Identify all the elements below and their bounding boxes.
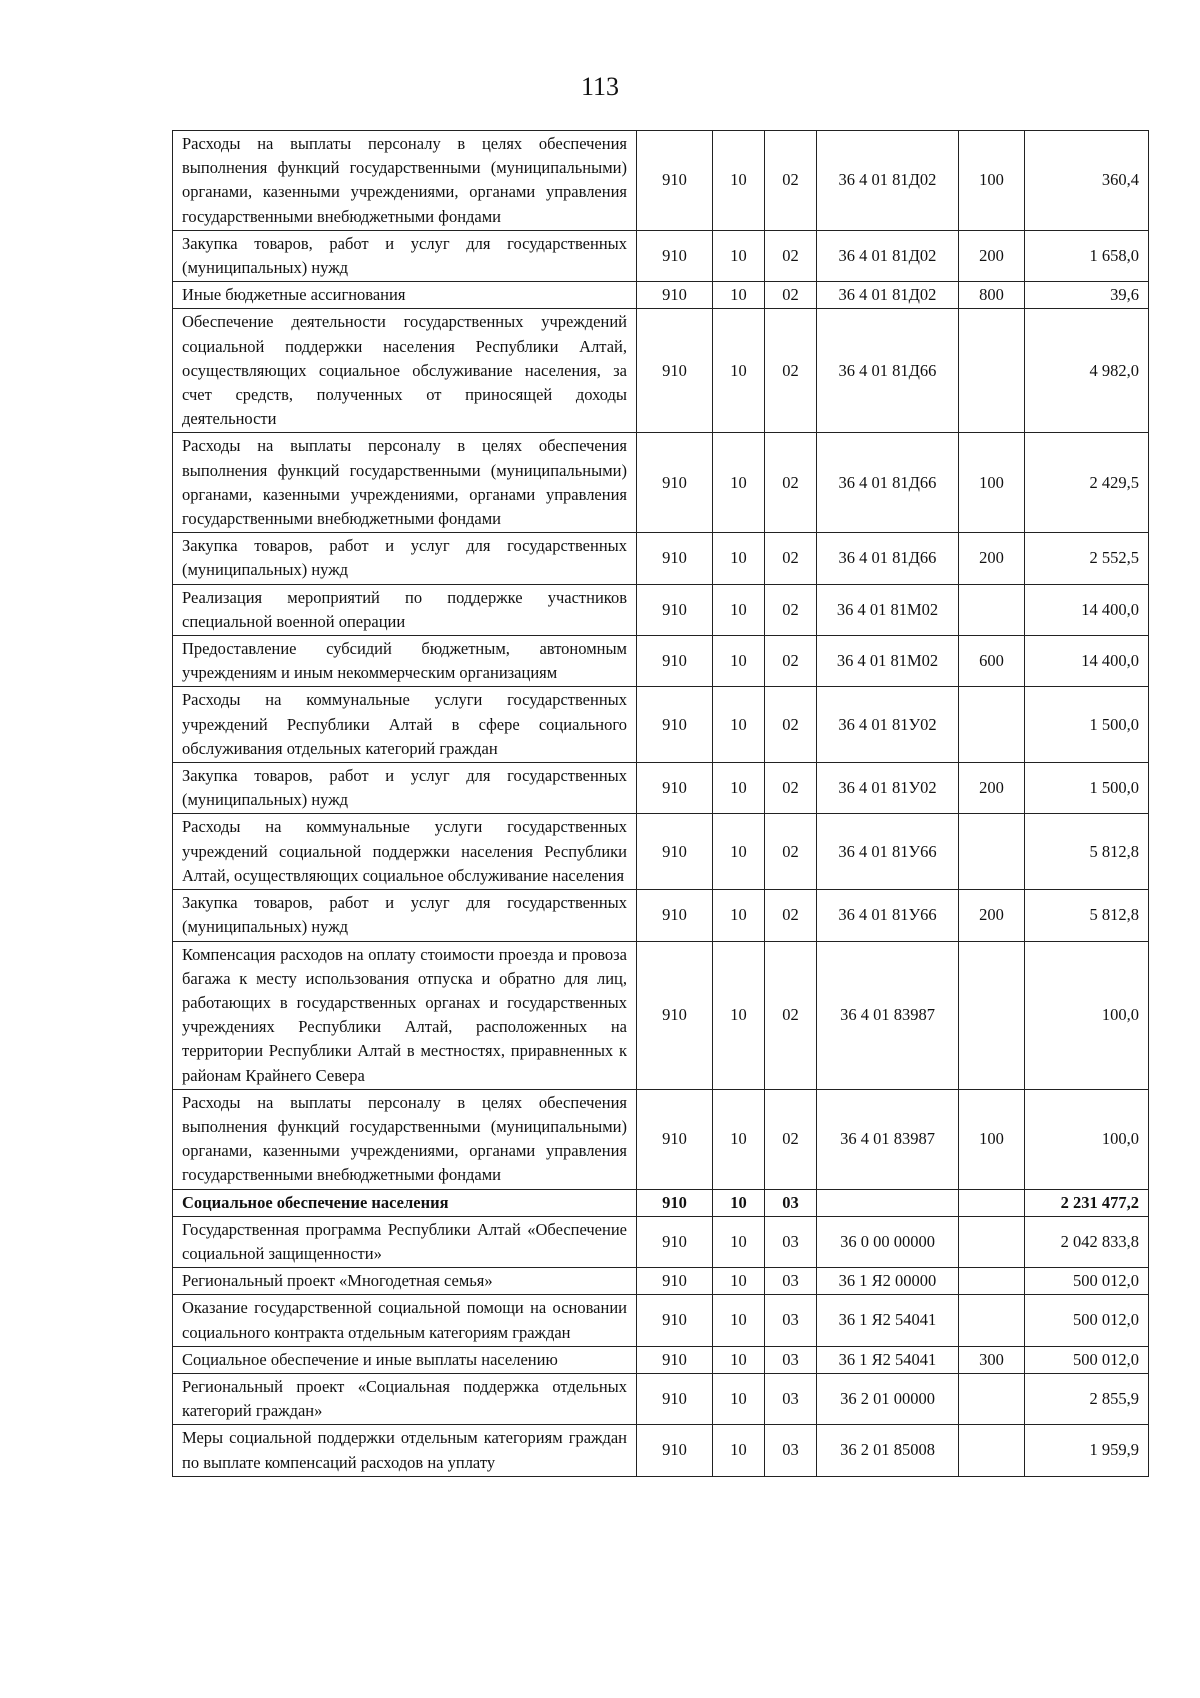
row-subsection-code: 03 [765, 1373, 817, 1424]
table-row [173, 1373, 1149, 1424]
row-administrator-code: 910 [637, 1295, 713, 1346]
table-row [173, 1425, 1149, 1476]
row-administrator-code: 910 [637, 282, 713, 309]
row-amount: 1 500,0 [1025, 687, 1149, 763]
row-subsection-code: 02 [765, 814, 817, 890]
row-expense-type [959, 1425, 1025, 1476]
row-administrator-code: 910 [637, 763, 713, 814]
row-subsection-code: 02 [765, 309, 817, 433]
row-expense-type: 200 [959, 533, 1025, 584]
row-section-code: 10 [713, 814, 765, 890]
row-administrator-code: 910 [637, 433, 713, 533]
row-administrator-code: 910 [637, 941, 713, 1089]
row-administrator-code: 910 [637, 890, 713, 941]
row-target-article: 36 4 01 81У02 [817, 687, 959, 763]
row-amount: 2 042 833,8 [1025, 1216, 1149, 1267]
row-description: Оказание государственной социальной помощи на основании социального контракта отдельным категориям граждан [173, 1295, 637, 1346]
row-description: Социальное обеспечение населения [173, 1189, 637, 1216]
row-amount: 5 812,8 [1025, 890, 1149, 941]
row-amount: 5 812,8 [1025, 814, 1149, 890]
row-administrator-code: 910 [637, 584, 713, 635]
row-target-article: 36 4 01 81Д66 [817, 533, 959, 584]
table-row [173, 1346, 1149, 1373]
row-subsection-code: 03 [765, 1189, 817, 1216]
row-subsection-code: 02 [765, 533, 817, 584]
row-description: Социальное обеспечение и иные выплаты населению [173, 1346, 637, 1373]
row-expense-type: 100 [959, 131, 1025, 231]
row-target-article [817, 1189, 959, 1216]
table-row [173, 433, 1149, 533]
table-row [173, 282, 1149, 309]
row-expense-type [959, 1373, 1025, 1424]
row-description: Расходы на коммунальные услуги государственных учреждений Республики Алтай в сфере социального обслуживания отдельных категорий граждан [173, 687, 637, 763]
row-amount: 360,4 [1025, 131, 1149, 231]
row-section-code: 10 [713, 433, 765, 533]
row-description: Региональный проект «Многодетная семья» [173, 1268, 637, 1295]
row-expense-type: 200 [959, 890, 1025, 941]
row-target-article: 36 4 01 81Д02 [817, 230, 959, 281]
row-expense-type [959, 1295, 1025, 1346]
row-expense-type: 100 [959, 433, 1025, 533]
row-subsection-code: 03 [765, 1216, 817, 1267]
row-amount: 14 400,0 [1025, 584, 1149, 635]
row-administrator-code: 910 [637, 814, 713, 890]
row-description: Закупка товаров, работ и услуг для государственных (муниципальных) нужд [173, 890, 637, 941]
table-row [173, 636, 1149, 687]
row-target-article: 36 4 01 83987 [817, 941, 959, 1089]
row-amount: 2 552,5 [1025, 533, 1149, 584]
row-expense-type [959, 941, 1025, 1089]
table-row [173, 814, 1149, 890]
row-target-article: 36 4 01 81Д02 [817, 131, 959, 231]
table-row [173, 584, 1149, 635]
row-expense-type: 200 [959, 230, 1025, 281]
row-description: Иные бюджетные ассигнования [173, 282, 637, 309]
row-subsection-code: 02 [765, 941, 817, 1089]
row-section-code: 10 [713, 636, 765, 687]
row-administrator-code: 910 [637, 131, 713, 231]
row-description: Государственная программа Республики Алтай «Обеспечение социальной защищенности» [173, 1216, 637, 1267]
row-amount: 1 658,0 [1025, 230, 1149, 281]
row-subsection-code: 03 [765, 1425, 817, 1476]
row-description: Предоставление субсидий бюджетным, автономным учреждениям и иным некоммерческим организациям [173, 636, 637, 687]
row-amount: 500 012,0 [1025, 1268, 1149, 1295]
row-administrator-code: 910 [637, 687, 713, 763]
row-administrator-code: 910 [637, 1425, 713, 1476]
row-target-article: 36 4 01 81Д66 [817, 309, 959, 433]
table-row [173, 1295, 1149, 1346]
row-amount: 2 429,5 [1025, 433, 1149, 533]
row-expense-type: 300 [959, 1346, 1025, 1373]
row-expense-type: 100 [959, 1089, 1025, 1189]
row-expense-type: 600 [959, 636, 1025, 687]
row-section-code: 10 [713, 941, 765, 1089]
row-target-article: 36 4 01 81Д66 [817, 433, 959, 533]
row-expense-type: 800 [959, 282, 1025, 309]
row-section-code: 10 [713, 309, 765, 433]
row-subsection-code: 02 [765, 584, 817, 635]
row-target-article: 36 1 Я2 54041 [817, 1346, 959, 1373]
table-row [173, 1216, 1149, 1267]
table-row [173, 1089, 1149, 1189]
row-description: Региональный проект «Социальная поддержка отдельных категорий граждан» [173, 1373, 637, 1424]
row-target-article: 36 4 01 81У02 [817, 763, 959, 814]
row-section-code: 10 [713, 1295, 765, 1346]
row-description: Обеспечение деятельности государственных учреждений социальной поддержки населения Республики Алтай, осуществляющих социальное обслуживание населения, за счет средств, полученных от приносящей доходы деятельности [173, 309, 637, 433]
page-number: 113 [580, 72, 620, 101]
row-amount: 14 400,0 [1025, 636, 1149, 687]
row-expense-type: 200 [959, 763, 1025, 814]
row-description: Расходы на выплаты персоналу в целях обеспечения выполнения функций государственными (муниципальными) органами, казенными учреждениями, органами управления государственными внебюджетными фондами [173, 131, 637, 231]
row-description: Меры социальной поддержки отдельным категориям граждан по выплате компенсаций расходов на уплату [173, 1425, 637, 1476]
row-target-article: 36 4 01 81У66 [817, 814, 959, 890]
row-amount: 1 500,0 [1025, 763, 1149, 814]
row-amount: 2 231 477,2 [1025, 1189, 1149, 1216]
row-amount: 100,0 [1025, 1089, 1149, 1189]
row-section-code: 10 [713, 1216, 765, 1267]
row-description: Реализация мероприятий по поддержке участников специальной военной операции [173, 584, 637, 635]
row-target-article: 36 4 01 81У66 [817, 890, 959, 941]
row-amount: 2 855,9 [1025, 1373, 1149, 1424]
row-target-article: 36 1 Я2 00000 [817, 1268, 959, 1295]
row-section-code: 10 [713, 1373, 765, 1424]
row-administrator-code: 910 [637, 1346, 713, 1373]
row-expense-type [959, 814, 1025, 890]
row-section-code: 10 [713, 584, 765, 635]
row-description: Расходы на выплаты персоналу в целях обеспечения выполнения функций государственными (муниципальными) органами, казенными учреждениями, органами управления государственными внебюджетными фондами [173, 1089, 637, 1189]
row-section-code: 10 [713, 282, 765, 309]
budget-table [172, 130, 1149, 1477]
row-target-article: 36 4 01 83987 [817, 1089, 959, 1189]
row-target-article: 36 4 01 81М02 [817, 636, 959, 687]
row-amount: 100,0 [1025, 941, 1149, 1089]
table-row [173, 890, 1149, 941]
row-target-article: 36 4 01 81Д02 [817, 282, 959, 309]
row-administrator-code: 910 [637, 309, 713, 433]
row-subsection-code: 02 [765, 131, 817, 231]
row-subsection-code: 03 [765, 1268, 817, 1295]
row-section-code: 10 [713, 763, 765, 814]
row-target-article: 36 0 00 00000 [817, 1216, 959, 1267]
row-section-code: 10 [713, 687, 765, 763]
row-expense-type [959, 1268, 1025, 1295]
table-row [173, 533, 1149, 584]
row-subsection-code: 02 [765, 687, 817, 763]
row-amount: 500 012,0 [1025, 1346, 1149, 1373]
row-description: Закупка товаров, работ и услуг для государственных (муниципальных) нужд [173, 763, 637, 814]
table-row [173, 1189, 1149, 1216]
budget-table-body [173, 131, 1149, 1477]
row-amount: 39,6 [1025, 282, 1149, 309]
row-subsection-code: 02 [765, 1089, 817, 1189]
row-administrator-code: 910 [637, 1189, 713, 1216]
row-subsection-code: 02 [765, 433, 817, 533]
row-description: Компенсация расходов на оплату стоимости проезда и провоза багажа к месту использования отпуска и обратно для лиц, работающих в государственных органах и государственных учреждениях Республики Алтай, расположенных на территории Республики Алтай в местностях, приравненных к районам Крайнего Севера [173, 941, 637, 1089]
row-section-code: 10 [713, 131, 765, 231]
table-row [173, 230, 1149, 281]
row-subsection-code: 02 [765, 282, 817, 309]
row-subsection-code: 03 [765, 1295, 817, 1346]
table-row [173, 687, 1149, 763]
row-subsection-code: 02 [765, 230, 817, 281]
row-amount: 500 012,0 [1025, 1295, 1149, 1346]
row-amount: 4 982,0 [1025, 309, 1149, 433]
table-row [173, 941, 1149, 1089]
row-expense-type [959, 584, 1025, 635]
row-section-code: 10 [713, 1268, 765, 1295]
row-description: Расходы на коммунальные услуги государственных учреждений социальной поддержки населения Республики Алтай, осуществляющих социальное обслуживание населения [173, 814, 637, 890]
row-expense-type [959, 1216, 1025, 1267]
table-row [173, 131, 1149, 231]
row-subsection-code: 02 [765, 636, 817, 687]
row-expense-type [959, 687, 1025, 763]
table-row [173, 1268, 1149, 1295]
row-target-article: 36 2 01 85008 [817, 1425, 959, 1476]
row-administrator-code: 910 [637, 1373, 713, 1424]
row-description: Закупка товаров, работ и услуг для государственных (муниципальных) нужд [173, 533, 637, 584]
row-subsection-code: 03 [765, 1346, 817, 1373]
row-description: Расходы на выплаты персоналу в целях обеспечения выполнения функций государственными (муниципальными) органами, казенными учреждениями, органами управления государственными внебюджетными фондами [173, 433, 637, 533]
row-section-code: 10 [713, 1089, 765, 1189]
row-administrator-code: 910 [637, 230, 713, 281]
table-row [173, 763, 1149, 814]
row-administrator-code: 910 [637, 1216, 713, 1267]
row-subsection-code: 02 [765, 763, 817, 814]
row-administrator-code: 910 [637, 533, 713, 584]
table-row [173, 309, 1149, 433]
row-target-article: 36 4 01 81М02 [817, 584, 959, 635]
row-section-code: 10 [713, 1189, 765, 1216]
row-section-code: 10 [713, 533, 765, 584]
row-section-code: 10 [713, 1425, 765, 1476]
row-amount: 1 959,9 [1025, 1425, 1149, 1476]
row-target-article: 36 2 01 00000 [817, 1373, 959, 1424]
row-expense-type [959, 309, 1025, 433]
row-administrator-code: 910 [637, 1268, 713, 1295]
row-administrator-code: 910 [637, 1089, 713, 1189]
row-administrator-code: 910 [637, 636, 713, 687]
row-subsection-code: 02 [765, 890, 817, 941]
row-expense-type [959, 1189, 1025, 1216]
row-target-article: 36 1 Я2 54041 [817, 1295, 959, 1346]
row-description: Закупка товаров, работ и услуг для государственных (муниципальных) нужд [173, 230, 637, 281]
row-section-code: 10 [713, 890, 765, 941]
row-section-code: 10 [713, 230, 765, 281]
row-section-code: 10 [713, 1346, 765, 1373]
